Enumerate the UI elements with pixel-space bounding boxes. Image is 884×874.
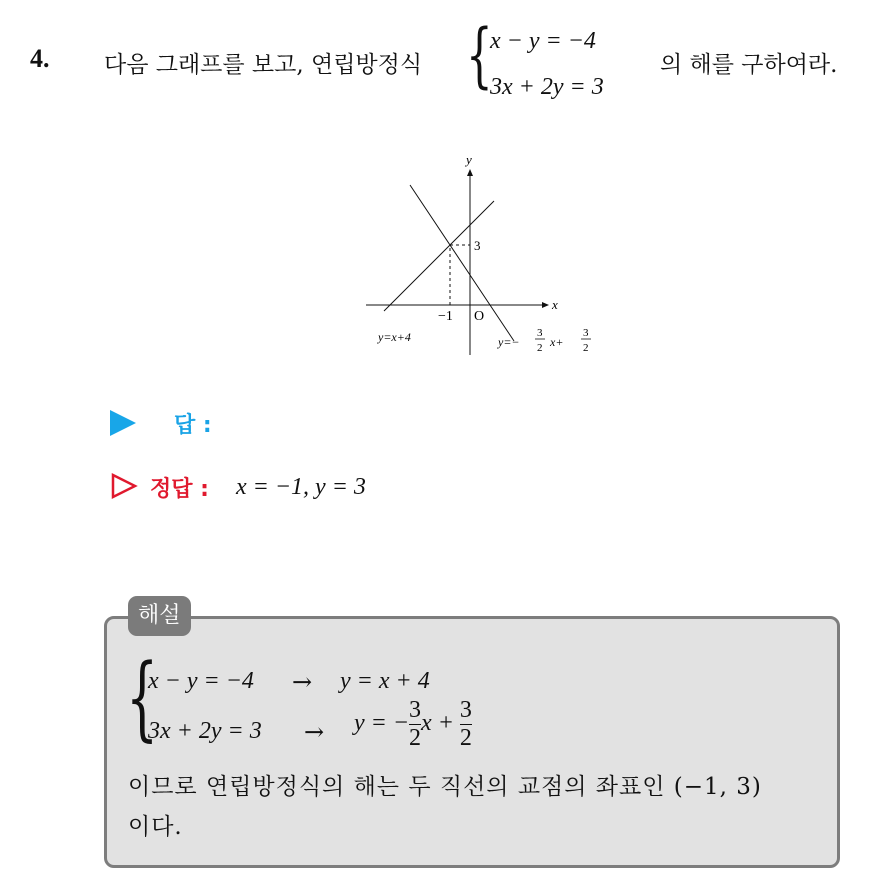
fraction-1-denominator: 2 xyxy=(409,725,422,752)
answer-label: 답 : xyxy=(174,413,212,438)
explanation-arrow-1: → xyxy=(292,668,313,696)
explanation-eq2: 3x + 2y = 3 xyxy=(148,718,262,744)
question-number: 4. xyxy=(30,44,50,73)
solution-label: 정답 : xyxy=(150,477,209,502)
explanation-system-brace: { xyxy=(126,644,159,751)
explanation-fraction-2 xyxy=(460,698,472,751)
line-y-neg-three-halves-x-plus-three-halves xyxy=(410,185,514,341)
origin-label: O xyxy=(474,309,485,324)
explanation-result-2 xyxy=(354,698,472,751)
explanation-result-2-mid: x + xyxy=(421,710,454,737)
equation-1: x − y = −4 xyxy=(490,28,596,54)
line2-frac2-den: 2 xyxy=(583,342,589,354)
line2-frac2-num: 3 xyxy=(583,327,589,339)
explanation-result-1: y = x + 4 xyxy=(340,668,430,694)
question-text-after: 의 해를 구하여라. xyxy=(660,52,838,78)
x-tick-label: −1 xyxy=(438,309,453,324)
line2-label-prefix: y=− xyxy=(498,335,520,349)
question-text-before: 다음 그래프를 보고, 연립방정식 xyxy=(104,52,423,78)
explanation-text-1: 이므로 연립방정식의 해는 두 직선의 교점의 좌표인 (−1, 3) xyxy=(128,774,762,800)
line-graph xyxy=(360,150,610,365)
explanation-fraction-1 xyxy=(409,698,421,751)
line-y-x-plus-4 xyxy=(384,201,494,311)
explanation-text-2: 이다. xyxy=(128,814,183,840)
solution-value: x = −1, y = 3 xyxy=(236,474,366,500)
explanation-eq1: x − y = −4 xyxy=(148,668,254,694)
equation-2: 3x + 2y = 3 xyxy=(490,74,604,100)
answer-triangle-icon xyxy=(110,410,136,436)
line2-label-mid: x+ xyxy=(550,335,564,349)
line2-frac-den: 2 xyxy=(537,342,543,354)
y-tick-label: 3 xyxy=(474,238,481,253)
fraction-2-numerator: 3 xyxy=(459,697,472,723)
system-brace: { xyxy=(466,14,493,96)
fraction-2-denominator: 2 xyxy=(459,725,472,752)
explanation-arrow-2: → xyxy=(304,718,325,746)
line1-label: y=x+4 xyxy=(378,330,411,344)
fraction-1-numerator: 3 xyxy=(409,697,422,723)
x-axis-label: x xyxy=(552,297,558,312)
solution-triangle-outline-icon xyxy=(110,472,138,500)
explanation-result-2-prefix: y = − xyxy=(354,710,410,737)
line2-frac-num: 3 xyxy=(537,327,543,339)
explanation-tab: 해설 xyxy=(128,596,191,636)
y-axis-label: y xyxy=(466,152,472,167)
